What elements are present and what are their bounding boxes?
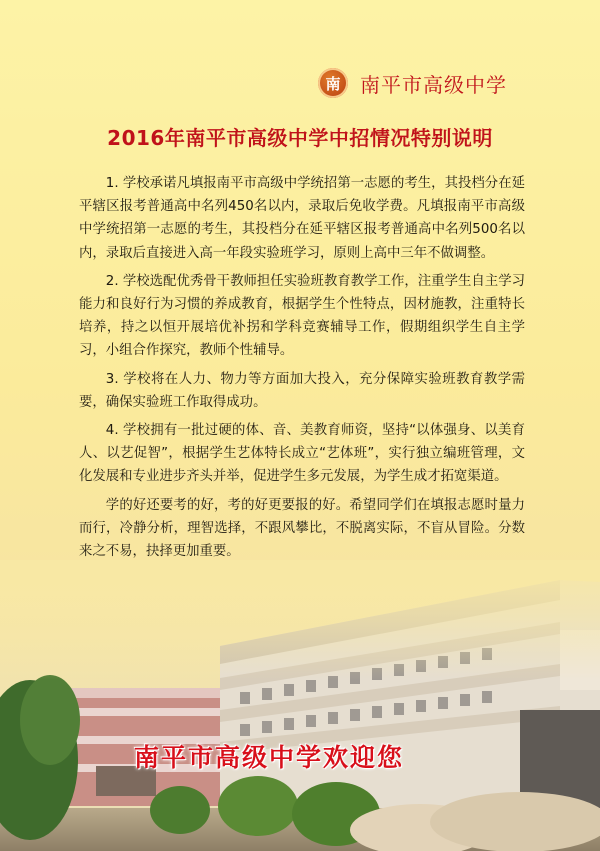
paragraph-3: 3. 学校将在人力、物力等方面加大投入，充分保障实验班教育教学需要，确保实验班工作取得成功。 — [79, 371, 525, 410]
paragraph-1: 1. 学校承诺凡填报南平市高级中学统招第一志愿的考生，其投档分在延平辖区报考普通高中名列450名以内，录取后免收学费。凡填报南平市高级中学统招第一志愿的考生，其投档分在延平辖区报考普通高中名列500名以内，录取后直接进入高一年段实验班学习，原则上高中三年不做调整。 — [79, 176, 525, 261]
paragraph-2: 2. 学校选配优秀骨干教师担任实验班教育教学工作，注重学生自主学习能力和良好行为习惯的养成教育，根据学生个性特点，因材施教，注重特长培养，持之以恒开展培优补拐和学科竞赛辅导工作，假期组织学生自主学习，小组合作探究，教师个性辅导。 — [79, 273, 525, 359]
paragraph-4: 4. 学校拥有一批过硬的体、音、美教育师资，坚持“以体强身、以美育人、以艺促智”，根据学生艺体特长成立“艺体班”，实行独立编班管理，文化发展和专业进步齐头并举，促进学生多元发展，为学生成才拓宽渠道。 — [79, 423, 525, 485]
page-title: 2016年南平市高级中学中招情况特别说明 — [107, 126, 493, 150]
school-header — [318, 66, 507, 100]
school-logo: 南 — [318, 68, 348, 98]
photo-fade-overlay — [0, 560, 600, 680]
school-name: 南平市高级中学 — [360, 72, 507, 97]
paragraph-5: 学的好还要考的好，考的好更要报的好。希望同学们在填报志愿时量力而行，冷静分析，理智选择，不跟风攀比，不脱离实际，不盲从冒险。分数来之不易，抉择更加重要。 — [79, 497, 525, 560]
notice-body — [79, 172, 525, 568]
welcome-banner: 南平市高级中学欢迎您 — [134, 743, 405, 772]
